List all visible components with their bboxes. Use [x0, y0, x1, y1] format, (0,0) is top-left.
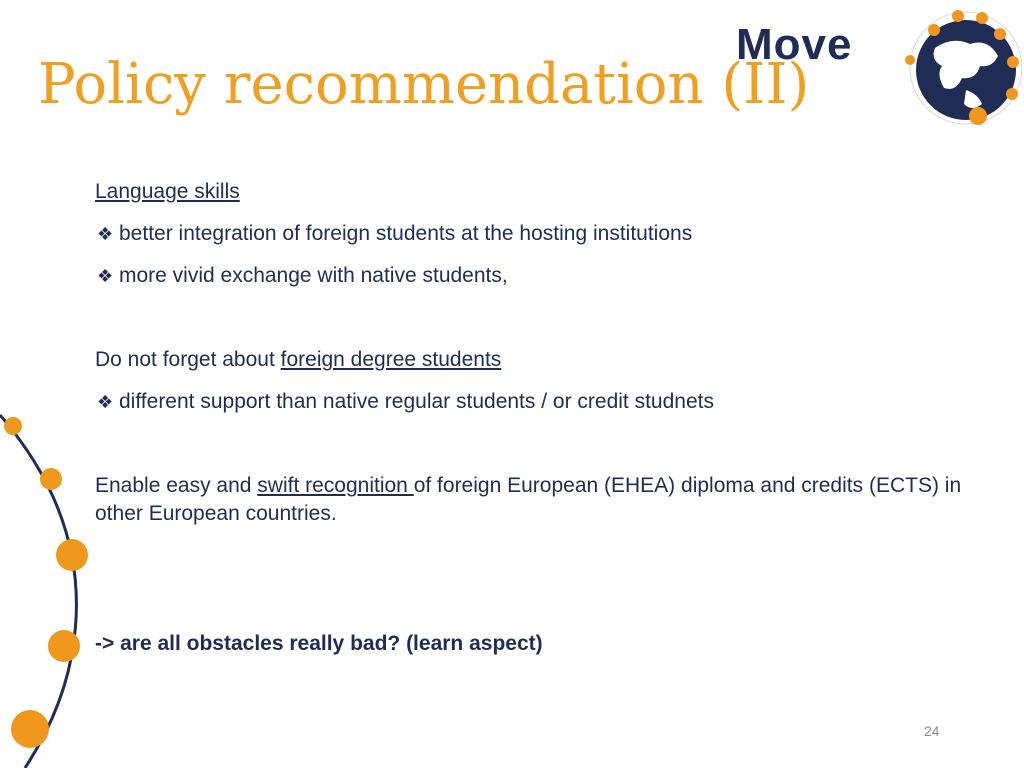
globe-icon: [730, 8, 1022, 130]
slide-title: Policy recommendation (II): [38, 52, 810, 117]
bullet-item: [95, 262, 975, 290]
language-skills-heading: Language skills: [95, 180, 240, 203]
arc-dot: [48, 630, 80, 662]
diamond-bullet-icon: ❖: [97, 266, 114, 286]
bullet-text: better integration of foreign students at the hosting institutions: [119, 222, 693, 245]
bullet-text: more vivid exchange with native students,: [119, 264, 508, 287]
logo-text: Move: [736, 20, 853, 69]
foreign-students-heading: [95, 346, 975, 374]
foreign-degree-students-text: foreign degree students: [280, 348, 502, 371]
paragraph-prefix: Enable easy and: [95, 474, 258, 497]
arc-dot: [40, 468, 62, 490]
slide-body: [95, 178, 975, 658]
diamond-bullet-icon: ❖: [97, 392, 114, 412]
recognition-paragraph: [95, 472, 975, 528]
final-statement: -> are all obstacles really bad? (learn aspect): [95, 632, 543, 655]
bullet-text: different support than native regular students / or credit studnets: [119, 390, 714, 413]
page-number: 24: [924, 723, 940, 739]
arc-dot: [11, 710, 49, 748]
diamond-bullet-icon: ❖: [97, 224, 114, 244]
swift-recognition-text: swift recognition: [257, 474, 414, 497]
arc-dot: [56, 539, 88, 571]
paragraph-suffix: of foreign European (EHEA) diploma and credits (ECTS) in other European countries.: [95, 474, 962, 525]
heading-prefix: Do not forget about: [95, 348, 281, 371]
bullet-item: [95, 388, 975, 416]
bullet-item: [95, 220, 975, 248]
move-logo: [730, 8, 1022, 130]
arc-dot: [4, 417, 22, 435]
